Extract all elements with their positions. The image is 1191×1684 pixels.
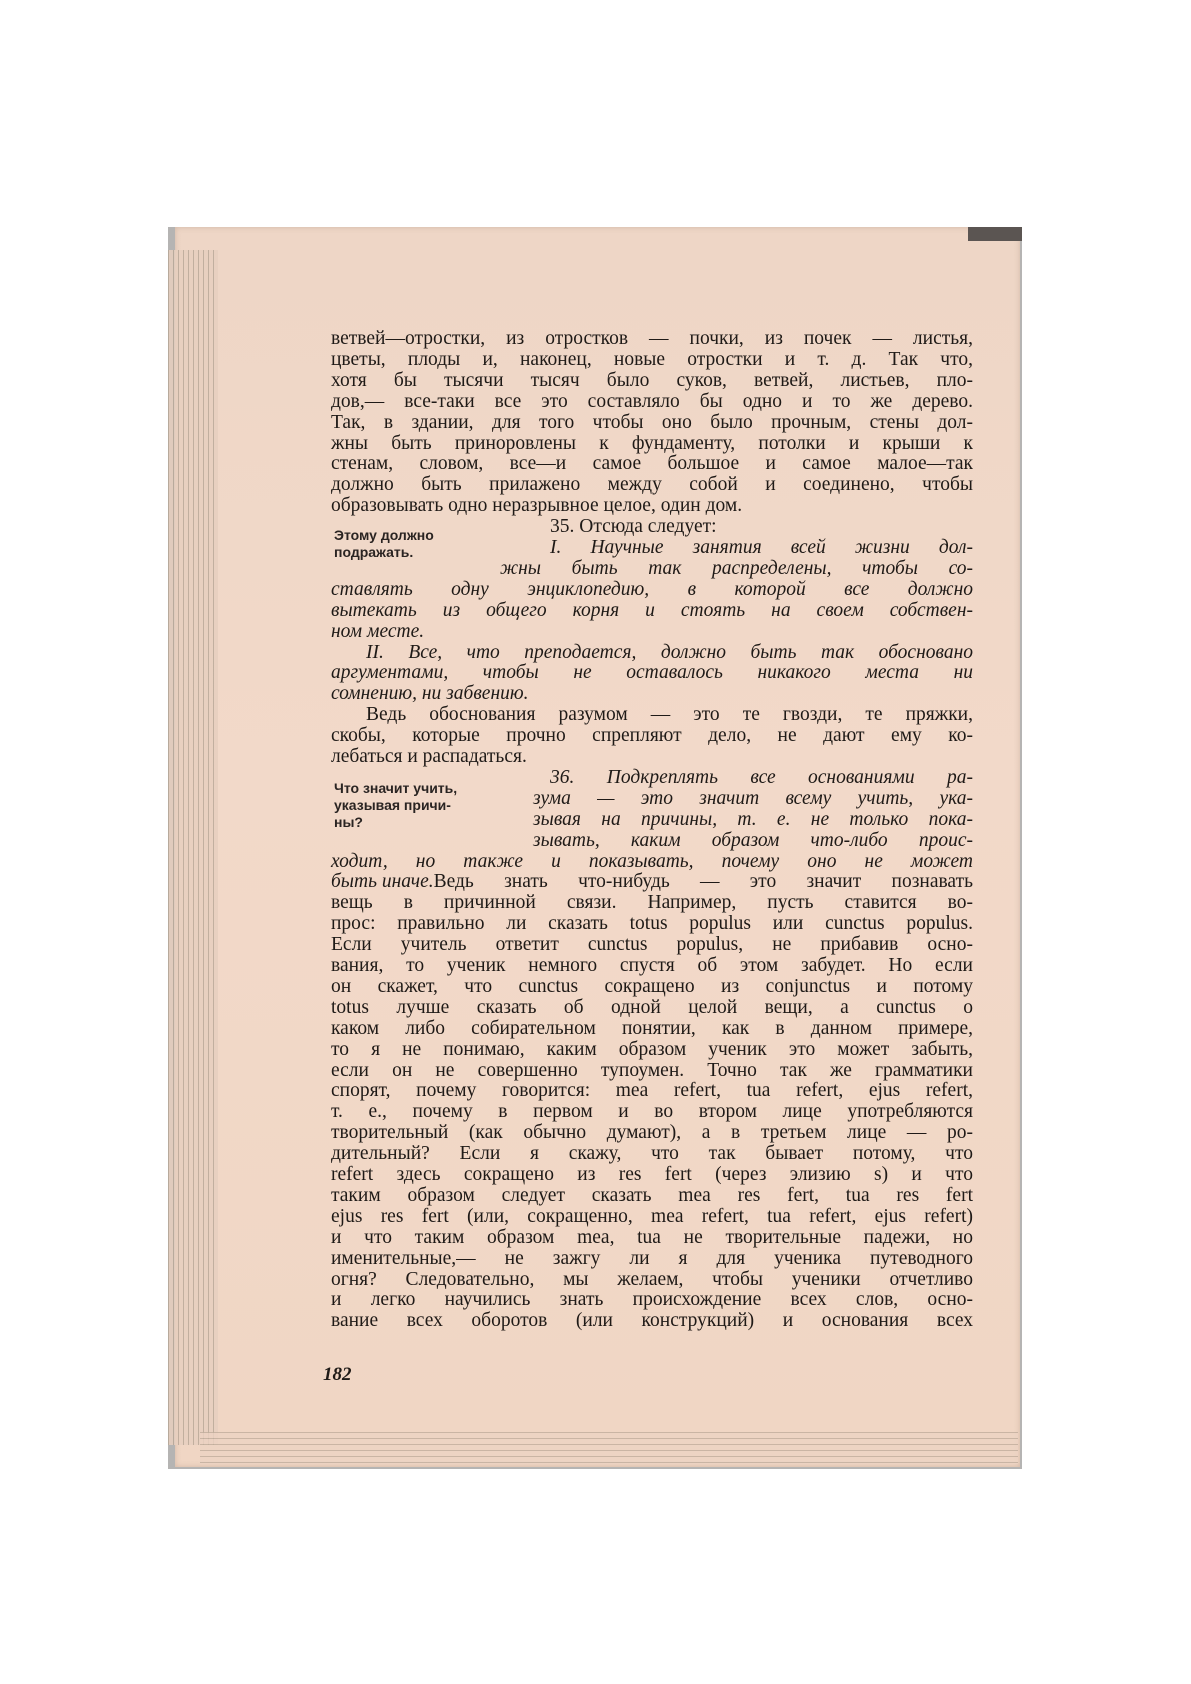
text-line: цветы, плоды и, наконец, новые отростки и т. д. Так что, xyxy=(331,348,973,370)
text-line: и что таким образом mea, tua не творительные падежи, но xyxy=(331,1226,973,1248)
text-line: лебаться и распадаться. xyxy=(331,746,527,767)
text-line: именительные,— не зажгу ли я для ученика путеводного xyxy=(331,1247,973,1269)
page-number: 182 xyxy=(323,1364,352,1385)
text-fragment-italic: быть иначе. xyxy=(331,871,434,893)
text-line: если он не совершенно тупоумен. Точно так же грамматики xyxy=(331,1059,973,1081)
section-heading-36: 36. Подкреплять все основаниями ра- xyxy=(550,766,973,788)
text-line: I. Научные занятия всей жизни дол- xyxy=(550,537,973,558)
text-line: аргументами, чтобы не оставалось никакого места ни xyxy=(331,662,973,684)
text-line: Ведь обоснования разумом — это те гвозди, те пряжки, xyxy=(366,704,973,726)
text-line: творительный (как обычно думают), а в третьем лице — ро- xyxy=(331,1122,973,1144)
page-edges-bottom xyxy=(200,1432,1018,1464)
page-edges-left xyxy=(168,250,218,1445)
text-line: он скажет, что cunctus сокращено из conjunctus и потому xyxy=(331,975,973,997)
text-line: т. е., почему в первом и во втором лице употребляются xyxy=(331,1101,973,1123)
text-line: ejus res fert (или, сокращенно, mea refert, tua refert, ejus refert) xyxy=(331,1205,973,1227)
mixed-text-line xyxy=(331,871,973,892)
text-line: зывать, каким образом что-либо проис- xyxy=(533,829,973,851)
margin-note-teach-line1: Что значит учить, xyxy=(334,779,458,796)
text-line: вание всех оборотов (или конструкций) и основания всех xyxy=(331,1310,973,1332)
text-line: стенам, словом, все—и самое большое и самое малое—так xyxy=(331,453,973,475)
text-line: II. Все, что преподается, должно быть так обосновано xyxy=(366,641,973,663)
text-line: ставлять одну энциклопедию, в которой все должно xyxy=(331,578,973,600)
text-line: вытекать из общего корня и стоять на своем собствен- xyxy=(331,599,973,621)
text-line: refert здесь сокращено из res fert (через элизию s) и что xyxy=(331,1164,973,1185)
text-line: ходит, но также и показывать, почему оно не может xyxy=(331,850,973,872)
text-line: прос: правильно ли сказать totus populus или cunctus populus. xyxy=(331,913,973,935)
text-line: Так, в здании, для того чтобы оно было прочным, стены дол- xyxy=(331,411,973,433)
section-heading-35: 35. Отсюда следует: xyxy=(550,516,717,538)
text-line: вания, то ученик немного спустя об этом забудет. Но если xyxy=(331,955,973,976)
text-line: ветвей—отростки, из отростков — почки, из почек — листья, xyxy=(331,328,973,349)
margin-note-teach-line2: указывая причи- xyxy=(334,796,451,813)
text-line: спорят, почему говорится: mea refert, tua refert, ejus refert, xyxy=(331,1080,973,1102)
text-line: таким образом следует сказать mea res fert, tua res fert xyxy=(331,1184,973,1206)
text-line: и легко научились знать происхождение всех слов, осно- xyxy=(331,1289,973,1311)
text-line: сомнению, ни забвению. xyxy=(331,683,529,705)
text-line: Если учитель ответит cunctus populus, не прибавив осно- xyxy=(331,934,973,956)
text-line: totus лучше сказать об одной целой вещи, а cunctus о xyxy=(331,996,973,1018)
text-line: вещь в причинной связи. Например, пусть ставится во- xyxy=(331,892,973,914)
text-line: каком либо собирательном понятии, как в данном примере, xyxy=(331,1017,973,1039)
text-line: ном месте. xyxy=(331,620,425,642)
text-line: хотя бы тысячи тысяч было суков, ветвей, листьев, пло- xyxy=(331,369,973,391)
text-line: дительный? Если я скажу, что так бывает потому, что xyxy=(331,1143,973,1165)
text-line: скобы, которые прочно спрепляют дело, не дают ему ко- xyxy=(331,725,973,747)
text-line: должно быть прилажено между собой и соединено, чтобы xyxy=(331,474,973,496)
text-line: огня? Следовательно, мы желаем, чтобы ученики отчетливо xyxy=(331,1268,973,1290)
margin-note-teach-line3: ны? xyxy=(334,813,363,830)
text-line: жны быть так распределены, чтобы со- xyxy=(500,557,973,579)
text-line: зывая на причины, т. е. не только пока- xyxy=(533,808,973,830)
margin-note-imitate-line2: подражать. xyxy=(334,544,414,561)
text-line: то я не понимаю, каким образом ученик это может забыть, xyxy=(331,1038,973,1060)
text-line: дов,— все-таки все это составляло бы одно и то же дерево. xyxy=(331,390,973,412)
text-line: зума — это значит всему учить, ука- xyxy=(533,787,973,809)
text-line: образовывать одно неразрывное целое, один дом. xyxy=(331,495,743,517)
text-fragment-regular: Ведь знать что-нибудь — это значит познавать xyxy=(433,871,973,893)
margin-note-imitate-line1: Этому должно xyxy=(334,527,434,544)
text-line: жны быть приноровлены к фундаменту, потолки и крыши к xyxy=(331,432,973,454)
scan-corner-shadow xyxy=(968,227,1022,241)
